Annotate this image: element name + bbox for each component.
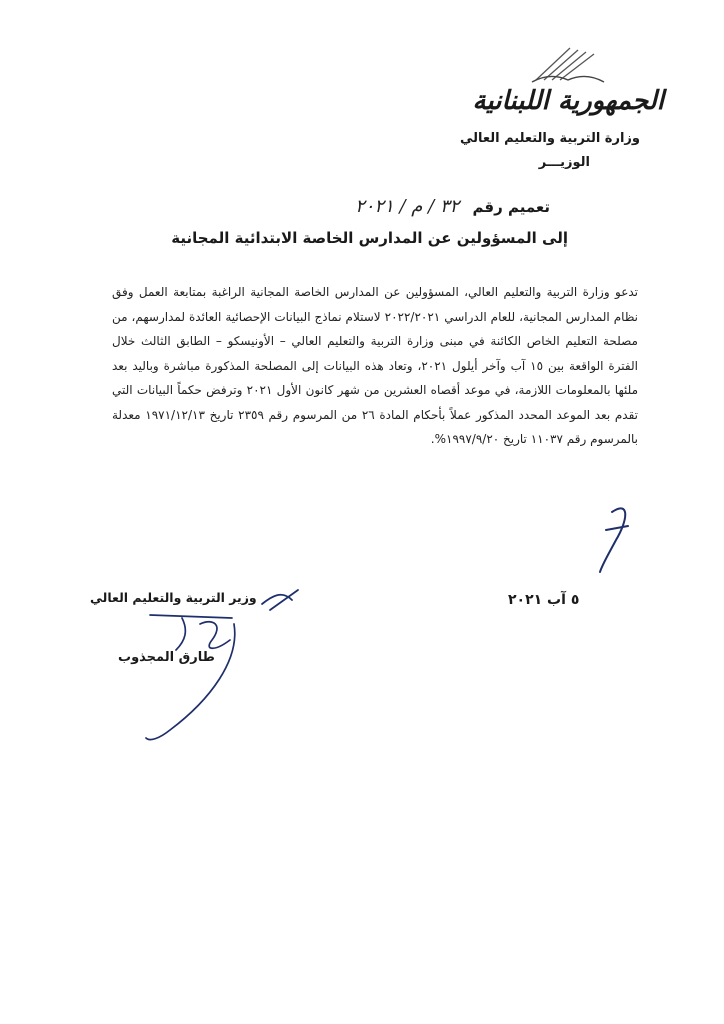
republic-title: الجمهورية اللبنانية — [472, 86, 664, 116]
margin-initial-mark — [600, 508, 628, 572]
ministry-logo-icon — [530, 42, 605, 87]
minister-title: وزير التربية والتعليم العالي — [90, 590, 257, 605]
ministry-name: وزارة التربية والتعليم العالي — [459, 131, 640, 146]
minister-signature-mark — [146, 615, 235, 740]
circular-number: ٣٢ / م / ٢٠٢١ — [355, 196, 460, 217]
minister-name: طارق المجذوب — [118, 650, 215, 665]
circular-header — [355, 196, 550, 218]
circular-label: تعميم رقم — [472, 198, 550, 216]
title-initial-mark — [262, 590, 298, 610]
issue-date: ٥ آب ٢٠٢١ — [508, 592, 580, 608]
minister-office-label: الوزيـــر — [538, 155, 590, 170]
circular-body: تدعو وزارة التربية والتعليم العالي، المسؤولين عن المدارس الخاصة المجانية الراغبة بمتابعة العمل وفق نظام المدارس المجانية، للعام الدراسي ٢٠٢٢/٢٠٢١ لاستلام نماذج البيانات الإحصائية العائدة لمدارسهم، من مصلحة التعليم الخاص الكائنة في مبنى وزارة التربية والتعليم العالي – الأونيسكو – الطابق الثالث خلال الفترة الواقعة بين ١٥ آب وآخر أيلول ٢٠٢١، وتعاد هذه البيانات إلى المصلحة المذكورة مباشرة وباليد بعد ملئها بالمعلومات اللازمة، في موعد أقصاه العشرين من شهر كانون الأول ٢٠٢١ وترفض حكماً البيانات التي تقدم بعد الموعد المحدد المذكور عملاً بأحكام المادة ٢٦ من المرسوم رقم ٢٣٥٩ تاريخ ١٩٧١/١٢/١٣ معدلة بالمرسوم رقم ١١٠٣٧ تاريخ ١٩٩٧/٩/٢٠%. — [112, 285, 639, 446]
circular-subject: إلى المسؤولين عن المدارس الخاصة الابتدائية المجانية — [171, 229, 568, 247]
